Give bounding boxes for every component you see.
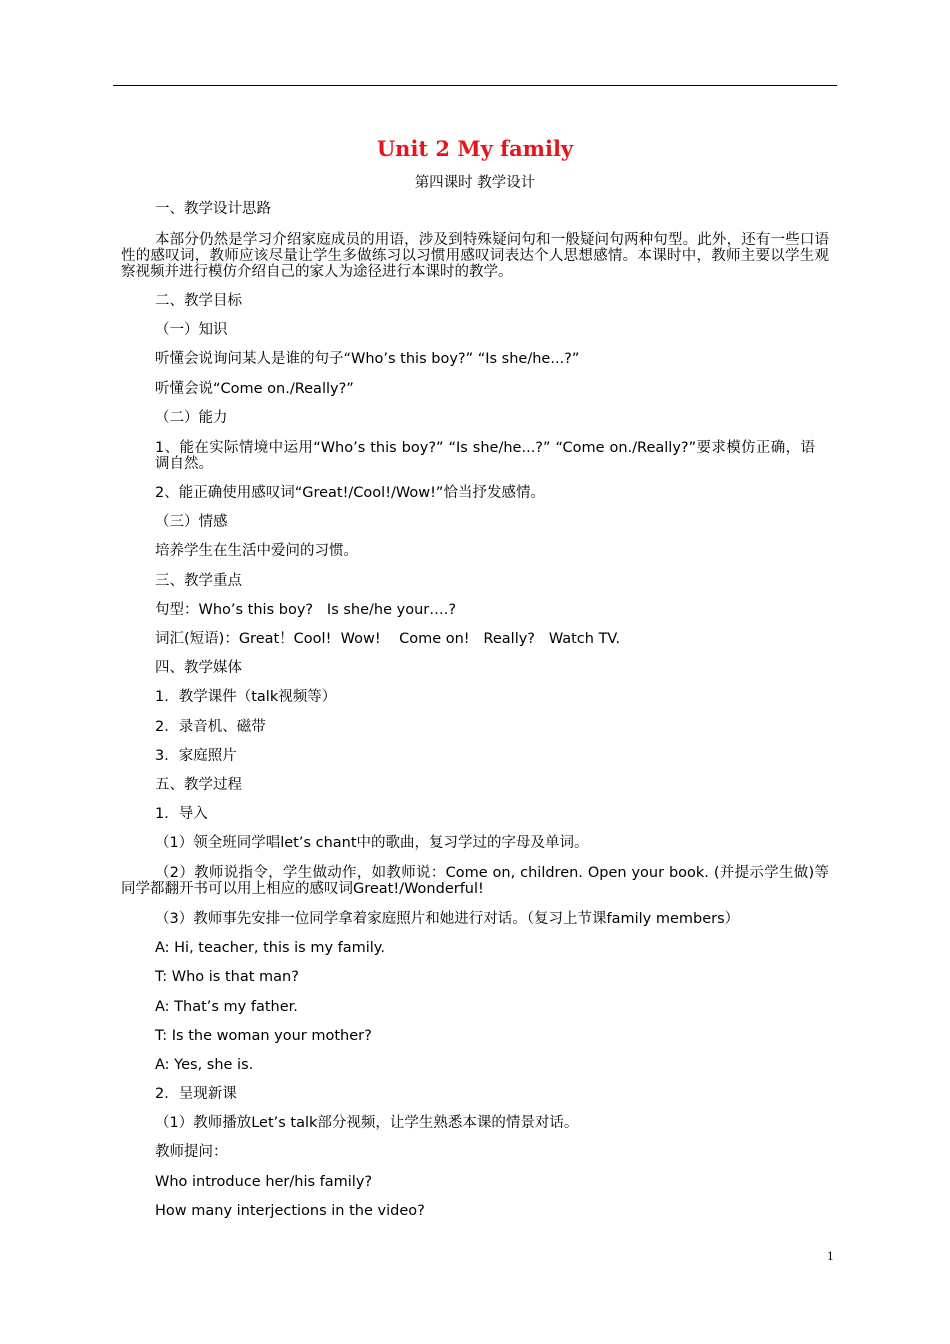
dialogue-line: A: That’s my father. — [155, 999, 298, 1015]
subsection-heading: （二）能力 — [155, 410, 228, 426]
dialogue-line: A: Yes, she is. — [155, 1057, 254, 1073]
page-title: Unit 2 My family — [376, 136, 574, 161]
page-number: 1 — [827, 1248, 834, 1263]
text-line: 听懂会说询问某人是谁的句子“Who’s this boy?” “Is she/he...?” — [155, 351, 580, 367]
paragraph: （2）教师说指令，学生做动作，如教师说：Come on, children. Open your book. (并提示学生做)等同学都翻开书可以用上相应的感叹词Great!/Wonderful! — [121, 865, 829, 897]
text-line: （1）领全班同学唱let’s chant中的歌曲，复习学过的字母及单词。 — [155, 835, 589, 851]
text-line: 听懂会说“Come on./Really?” — [155, 381, 354, 397]
dialogue-line: A: Hi, teacher, this is my family. — [155, 940, 385, 956]
text-line: （1）教师播放Let’s talk部分视频，让学生熟悉本课的情景对话。 — [155, 1115, 579, 1131]
text-line: （3）教师事先安排一位同学拿着家庭照片和她进行对话。（复习上节课family members） — [155, 911, 740, 927]
header-rule — [113, 85, 837, 86]
text-line: 培养学生在生活中爱问的习惯。 — [155, 543, 358, 559]
section-heading: 五、教学过程 — [155, 777, 242, 793]
paragraph: 本部分仍然是学习介绍家庭成员的用语，涉及到特殊疑问句和一般疑问句两种句型。此外，还有一些口语性的感叹词，教师应该尽量让学生多做练习以习惯用感叹词表达个人思想感情。本课时中，教师主要以学生观察视频并进行模仿介绍自己的家人为途径进行本课时的教学。 — [121, 232, 829, 280]
text-line: Who introduce her/his family? — [155, 1174, 373, 1190]
dialogue-line: T: Is the woman your mother? — [155, 1028, 372, 1044]
page-subtitle: 第四课时 教学设计 — [414, 175, 536, 191]
section-heading: 一、教学设计思路 — [155, 201, 271, 217]
subsection-heading: （一）知识 — [155, 322, 228, 338]
section-heading: 三、教学重点 — [155, 573, 242, 589]
list-item: 2．录音机、磁带 — [155, 719, 266, 735]
text-line: 2、能正确使用感叹词“Great!/Cool!/Wow!”恰当抒发感情。 — [155, 485, 545, 501]
list-item: 1．教学课件（talk视频等） — [155, 689, 337, 705]
dialogue-line: T: Who is that man? — [155, 969, 299, 985]
text-line: 词汇(短语)：Great！Cool! Wow! Come on! Really? Watch TV. — [155, 631, 621, 647]
list-item: 3．家庭照片 — [155, 748, 237, 764]
paragraph: 1、能在实际情境中运用“Who’s this boy?” “Is she/he...?” “Come on./Really?”要求模仿正确，语调自然。 — [155, 440, 815, 472]
subsection-heading: （三）情感 — [155, 514, 228, 530]
text-line: 句型：Who’s this boy? Is she/he your….? — [155, 602, 457, 618]
text-line: 教师提问： — [155, 1144, 228, 1160]
subsection-heading: 1．导入 — [155, 806, 208, 822]
subsection-heading: 2．呈现新课 — [155, 1086, 237, 1102]
section-heading: 二、教学目标 — [155, 293, 242, 309]
text-line: How many interjections in the video? — [155, 1203, 425, 1219]
section-heading: 四、教学媒体 — [155, 660, 242, 676]
